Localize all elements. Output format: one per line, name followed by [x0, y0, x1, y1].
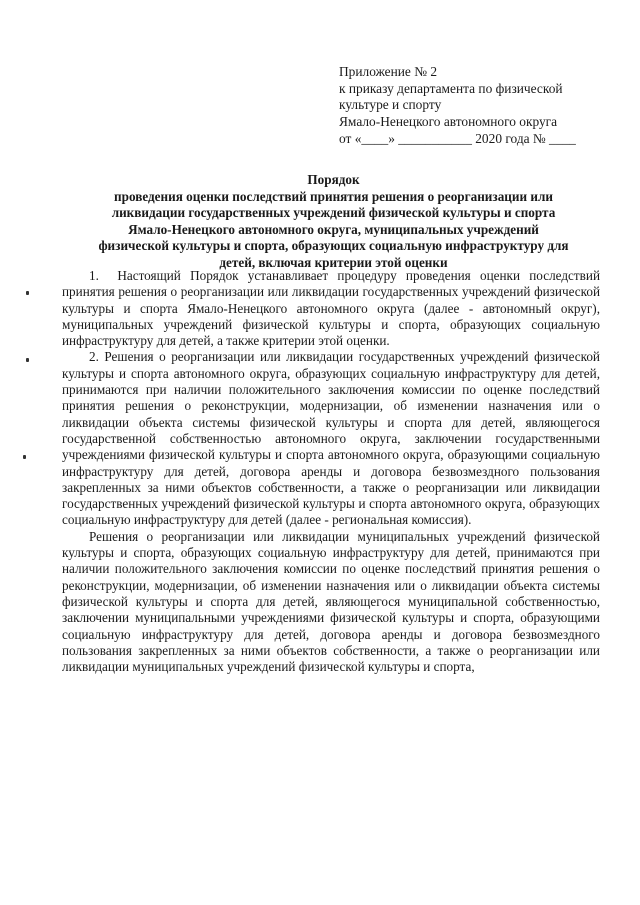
margin-punch-mark: [23, 455, 26, 459]
document-title: [62, 172, 605, 271]
title-line: проведения оценки последствий принятия решения о реорганизации или: [114, 188, 553, 204]
title-line: физической культуры и спорта, образующих социальную инфраструктуру для: [98, 238, 569, 253]
appendix-date-number: от «____» ___________ 2020 года № ____: [339, 130, 576, 146]
paragraph-1: 1. Настоящий Порядок устанавливает процедуру проведения оценки последствий принятия решения о реорганизации или ликвидации государственных учреждений физической культуры и спорта Ямало-Ненецкого автономного округа (далее - автономный округ), муниципальных учреждений физической культуры и спорта, образующих социальную инфраструктуру для детей, а также критерии этой оценки.: [62, 268, 600, 349]
paragraph-2: 2. Решения о реорганизации или ликвидации государственных учреждений физической культуры и спорта автономного округа, образующих социальную инфраструктуру для детей, принимаются при наличии положительного заключения комиссии по оценке последствий принятия решения о реконструкции, модернизации, об изменении назначения или о ликвидации объекта системы физической культуры и спорта для детей, являющегося государственной собственностью автономного округа, заключении государственными учреждениями физической культуры и спорта автономного округа, образующими социальную инфраструктуру для детей, договора аренды и договора безвозмездного пользования закрепленных за ними объектов собственности, а также о реорганизации или ликвидации государственных учреждений физической культуры и спорта автономного округа, образующих социальную инфраструктуру для детей (далее - региональная комиссия).: [62, 349, 600, 528]
appendix-header: [339, 64, 609, 148]
margin-punch-mark: [26, 358, 29, 362]
title-heading: Порядок: [307, 172, 360, 187]
title-line: ликвидации государственных учреждений физической культуры и спорта: [111, 205, 556, 220]
appendix-department: культуре и спорту: [339, 97, 442, 113]
paragraph-3: Решения о реорганизации или ликвидации муниципальных учреждений физической культуры и спорта, образующих социальную инфраструктуру для детей, принимаются при наличии положительного заключения комиссии по оценке последствий принятия решения о реконструкции, модернизации, об изменении назначения или о ликвидации объекта системы физической культуры и спорта для детей, являющегося муниципальной собственностью, заключении муниципальными учреждениями физической культуры и спорта, образующими социальную инфраструктуру для детей, договора аренды и договора безвозмездного пользования закрепленных за ними объектов собственности, а также о реорганизации или ликвидации муниципальных учреждений физической культуры и спорта,: [62, 528, 600, 675]
title-line: детей, включая критерии этой оценки: [219, 254, 448, 270]
margin-punch-mark: [26, 291, 29, 295]
document-body: [62, 268, 600, 675]
title-line: Ямало-Ненецкого автономного округа, муниципальных учреждений: [128, 221, 539, 237]
appendix-number: Приложение № 2: [339, 64, 438, 79]
appendix-region: Ямало-Ненецкого автономного округа: [339, 114, 558, 130]
appendix-order-ref: к приказу департамента по физической: [339, 80, 563, 96]
